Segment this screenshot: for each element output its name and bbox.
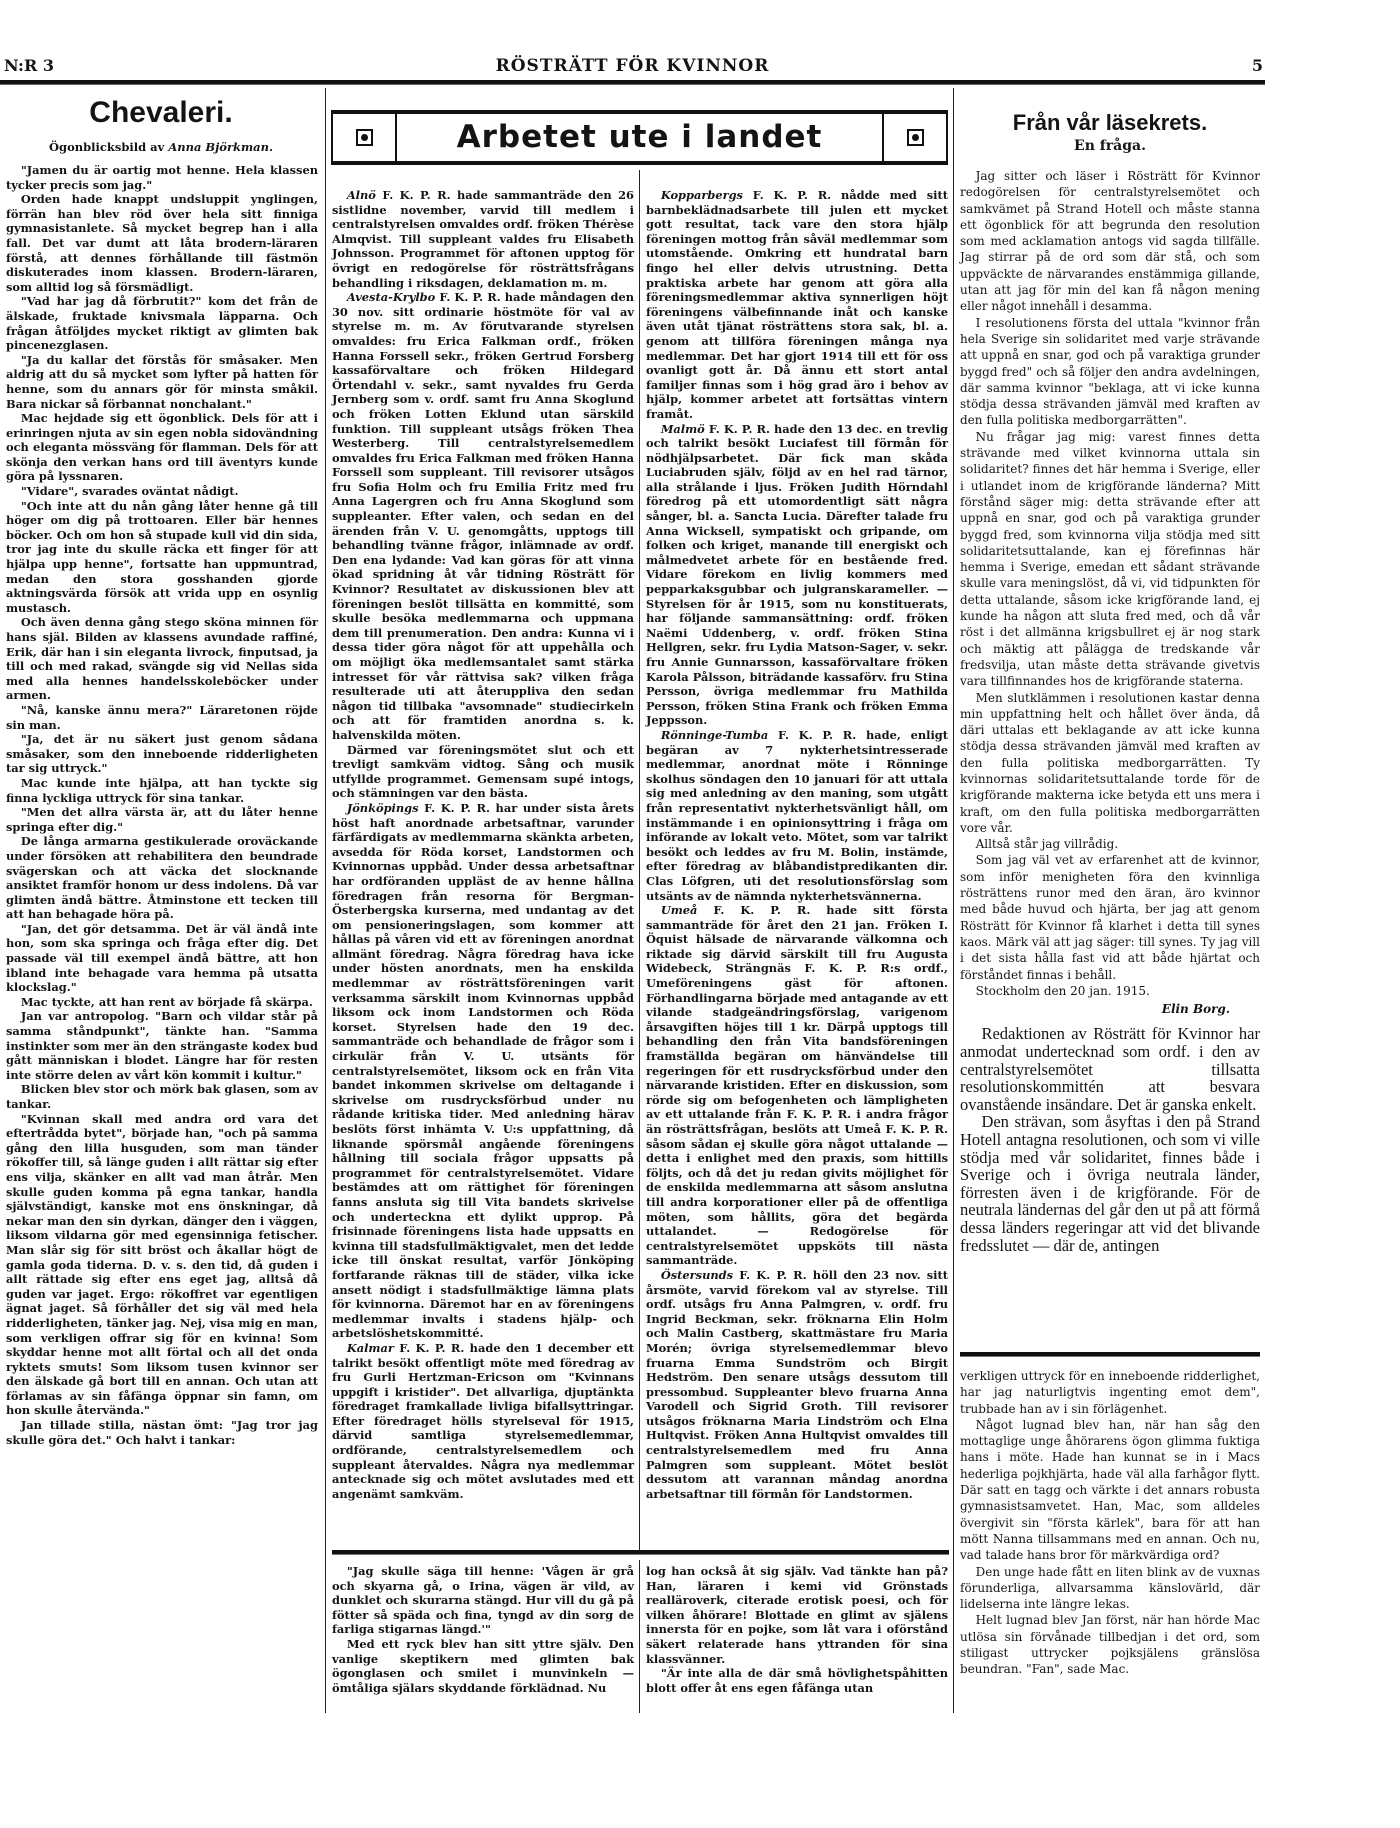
place-name: Rönninge-Tumba [660, 727, 769, 742]
paragraph [960, 1113, 1260, 1254]
page-number: 5 [1251, 56, 1263, 75]
paragraph [6, 805, 318, 834]
paragraph [6, 1082, 318, 1111]
letter-signature: Elin Borg. [1161, 1002, 1230, 1017]
paragraph [6, 615, 318, 703]
byline-prefix: Ögonblicksbild av [49, 140, 165, 154]
paragraph-text: F. K. P. R. hade den 13 dec. en trevlig och talrikt besökt Luciafest till förmån för nödhjälpsarbetet. Där fick man skåda Luciabruden själv, följd av en hel rad tärnor, alla strålande i ljus. Fröken Judith Hörndahl föredrog på ett utomordentligt sätt några sånger, bl. a. Sancta Lucia. Därefter talade fru Anna Wicksell, sympatiskt och gripande, om folken och kriget, manande till energiskt och målmedvetet arbete för en bestående fred. Vidare förekom en livlig kommers med pepparkaksgubbar och julgranskarameller. — Styrelsen för år 1915, som nu konstituerats, har följande sammansättning: ordf. fröken Naëmi Uddenberg, v. ordf. fröken Stina Hellgren, sekr. fru Lydia Matson-Sager, v. sekr. fru Annie Gunnarsson, kassaförvaltare fröken Karola Pålsson, biträdande kassaförv. fru Stina Persson, övriga medlemmar fru Mathilda Persson, fröken Stina Frank och fröken Emma Jeppsson. [646, 421, 948, 728]
paragraph [646, 903, 948, 1268]
paragraph [6, 484, 318, 499]
paragraph [646, 728, 948, 903]
paragraph [960, 690, 1260, 837]
letter-place-date: Stockholm den 20 jan. 1915. [975, 983, 1150, 998]
chevaleri-continuation-3 [960, 1368, 1260, 1678]
banner-ornament-left [333, 114, 397, 161]
place-name: Avesta-Krylbo [346, 290, 436, 305]
paragraph [646, 1666, 948, 1695]
paragraph-text: Och även denna gång stego sköna minnen för hans själ. Bilden av klassens avundade raffiné, Erik, där han i sin eleganta livrock, finputsad, ja till och med rakad, svängde sig vid Nellas sida med alla hennes handelsskoleböcker under armen. [6, 615, 318, 703]
paragraph-text: "Men det allra värsta är, att du låter henne springa efter dig." [6, 805, 318, 834]
paragraph-text: Blicken blev stor och mörk bak glasen, som av tankar. [6, 1082, 318, 1111]
column-divider [639, 1560, 640, 1713]
paragraph-text: verkligen uttryck för en inneboende ridderlighet, har jag naturligtvis ingenting emot dem", trubbade han av i sin förlägenhet. [960, 1369, 1260, 1416]
arbetet-column-left [332, 188, 634, 1501]
byline-author: Anna Björkman. [168, 140, 273, 154]
paragraph-text: F. K. P. R. hade måndagen den 30 nov. sitt ordinarie höstmöte för val av styrelse m. m. Av förutvarande styrelsen omvaldes: fru Erica Falkman ordf., fröken Hanna Forssell sekr., fröken Gertrud Forsberg kassaförvaltare och fröken Hildegard Örtendahl v. sekr., samt nyvaldes fru Gerda Jernberg som v. ordf. samt fru Anna Skoglund och fröken Lotten Eklund utan särskild funktion. Till suppleant utsågs fröken Thea Westerberg. Till centralstyrelsemedlem omvaldes fru Erica Falkman med fröken Hanna Forssell som suppleant. Till revisorer utsågos fru Sofia Holm och fru Emilia Fritz med fru Anna Lagergren och fru Anna Skoglund som suppleanter. Efter valen, och sedan en del ärenden från V. U. genomgåtts, upptogs till behandling tvänne frågor, inlämnade av ordf. Den ena lydande: Vad kan göras för att vinna ökad spridning åt vår tidning Rösträtt för Kvinnor? Resultatet av diskussionen blev att föreningen beslöt tillsätta en kommitté, som skulle besöka medlemmarna och uppmana dem till prenumeration. Den andra: Kunna vi i dessa tider göra något för att uppehålla och om möjligt öka medlemsantalet samt stärka intresset för vår rättvisa sak? vilken fråga resulterade uti att återuppliva den sedan någon tid tillbaka "avsomnade" studiecirkeln och att för framtiden anordna s. k. halvenskilda möten. [332, 290, 634, 742]
paragraph [6, 411, 318, 484]
paragraph [960, 429, 1260, 690]
editorial-reply [960, 1025, 1260, 1254]
paragraph-text: Något lugnad blev han, när han såg den mottaglige unge åhörarens ögon glimma fuktiga hans i möte. Hade han kunnat se in i Macs hederliga pojkhjärta, hade väl alla farhågor flytt. Där satt en tagg och värkte i det annars robusta gymnasistsamvetet. Han, Mac, som alldeles övergivit sin "första kärlek", bara för att han mött Nanna tillsammans med en annan. Och nu, vad talade hans bror för märkvärdiga ord? [960, 1417, 1260, 1563]
section-banner [331, 110, 948, 165]
paragraph [646, 1564, 948, 1666]
paragraph [960, 315, 1260, 429]
letter-body [960, 168, 1260, 983]
paragraph-text: "Ja, det är nu säkert just genom sådana småsaker, som den inneboende ridderligheten tar sig uttryck." [6, 732, 318, 776]
paragraph-text: Nu frågar jag mig: varest finnes detta strävande med vilket kvinnorna uttala sin solidaritet? finnes det här hemma i Sverige, eller i utlandet inom de krigförande länderna? Mitt förstånd säger mig: detta strävande efter att uppnå en snar, god och på varaktiga grunder byggd fred, som kvinnorna vilja stödja med sitt solidaritetsuttalande, kan ej förefinnas här hemma i Sverige, emedan ett sådant strävande skulle vara meningslöst, då vi, vid tidpunkten för detta uttalande, såsom icke krigförande land, ej kunde ha någon att sluta fred med, och då vår röst i det allmänna krigsbullret ej är nog stark och mäktig att pålägga de tredskande vår fredsvilja, utan måste detta strävande givetvis vara tillfinnandes hos de krigförande staterna. [960, 429, 1260, 689]
ornament-icon [356, 129, 373, 146]
paragraph-text: Jan var antropolog. "Barn och vildar står på samma ståndpunkt", tänkte han. "Samma instinkter som mer än den strängaste kodex bud gått människan i blodet. Längre har för resten inte större delen av vårt kön kommit i kultur." [6, 1009, 318, 1082]
paragraph-text: log han också åt sig själv. Vad tänkte han på? Han, läraren i kemi vid Grönstads realläroverk, citerade erotisk poesi, och för vilken åhörare! Blottade en glimt av själens innersta för en pojke, som låt vara i oförstånd säkert relaterade hans yttranden för sina klassvänner. [646, 1564, 948, 1666]
paragraph-text: F. K. P. R. hade, enligt begäran av 7 nykterhetsintresserade medlemmar, anordnat möte i Rönninge skolhus söndagen den 10 januari för att uttala sig med anledning av den maning, som utgått från representativt nykterhetsvänligt håll, om instämmande i en opinionsyttring i fråga om införande av lokalt veto. Mötet, som var talrikt besökt och leddes av fru M. Bolin, instämde, efter föredrag av blåbandistpredikanten dir. Clas Löfgren, uti det resolutionsförslag som utsänts av de nämnda nykterhetsvännerna. [646, 727, 948, 903]
paragraph-text: "Jag skulle säga till henne: 'Vågen är grå och skyarna gå, o Irina, vägen är vild, av dunklet och skurarna stängd. Hur vill du gå på fötter så späda och fina, tyngd av din sorg de farliga stigarnas längd.'" [332, 1564, 634, 1637]
paragraph [960, 1368, 1260, 1417]
paragraph-text: Men slutklämmen i resolutionen kastar denna min uppfattning helt och hållet över ända, då däri uttalas ett beklagande av att icke kunna stödja dessa strävanden jämväl med kraften av den fulla politiska medborgarrätten. Ty kvinnornas solidaritetsuttalande torde för de krigförande makterna icke betyda ett uns mera i kraft, om den fulla politiska medborgarrätten vore vår. [960, 690, 1260, 835]
paragraph-text: Mac hejdade sig ett ögonblick. Dels för att i erinringen njuta av sin egen nobla sidovändning och eleganta mössväng för flamman. Dels för att skönja den verkan hans ord till äventyrs kunde göra på lyssnaren. [6, 411, 318, 484]
column-divider [639, 170, 640, 1550]
place-name: Östersunds [660, 1267, 734, 1282]
paragraph-text: Orden hade knappt undsluppit ynglingen, förrän han blev röd över hela sitt finniga gymnasistanlete. Så mycket begrep han i alla fall. Det var dumt att låta brodern-läraren förstå, att dennes förhållande till fästmön diskuterades inom klassen. Brodern-läraren, som alltid log så försmädligt. [6, 192, 318, 294]
paragraph [960, 1612, 1260, 1677]
paragraph [332, 290, 634, 742]
paragraph-text: F. K. P. R. har under sista årets höst haft anordnade arbetsaftnar, varunder färfärdigats av medlemmarna skänkta arbeten, avsedda för Röda korset, Landstormen och Kvinnornas uppbåd. Under dessa arbetsaftnar har ordföranden uppläst de av henne hållna föredragen från resorna för Bergman-Österbergska kurserna, med undantag av det om pensioneringslagen, som kommer att hållas på våren vid ett av föreningen anordnat allmänt föredrag. Några föredrag hava icke under hösten anordnats, men ha enskilda medlemmar av rösträttsföreningen varit verksamma särskilt inom Kvinnornas uppbåd liksom ock inom Landstormen och Röda korset. Styrelsen hade den 19 dec. sammanträde och behandlade de frågor som i cirkulär från V. U. utsänts för centralstyrelsemötet, liksom ock en från Vita bandet inkommen skrivelse om deltagande i skrivelse om rusdrycksförbud under nu rådande kritiska tider. Med anledning härav beslöts först inhämta V. U:s uppfattning, då liknande spörsmål angående föreningens hållning till sociala frågor uppsatts på programmet för centralstyrelsemötet. Vidare bestämdes att om rättighet för föreningen fanns ansluta sig till Vita bandets skrivelse och underteckna ett dylikt upprop. På frisinnade föreningens lista hade uppsatts en kvinna till stadsfullmäktigvalet, men det ledde icke till önskat resultat, varför Jönköping fortfarande räknas till de städer, vilka icke ansett nödigt i stadsfullmäktige lämna plats för kvinnorna. Däremot har en av föreningens medlemmar invalts i stadens hjälp- och arbetslöshetskommitté. [332, 800, 634, 1341]
paragraph-text: Med ett ryck blev han sitt yttre själv. Den vanlige skeptikern med glimten bak ögonglasen och smilet i munvinkeln — ömtåliga själars skyddande förklädnad. Nu [332, 1636, 634, 1695]
paragraph [6, 1112, 318, 1418]
paragraph-text: Därmed var föreningsmötet slut och ett trevligt samkväm vidtog. Sång och musik utfyllde programmet. Gemensam supé intogs, och stämningen var den bästa. [332, 742, 634, 801]
paragraph-text: "Kvinnan skall med andra ord vara det eftertrådda bytet", började han, "och på samma gång den lilla husguden, som man tänder rökoffer till, så länge guden i allt rättar sig efter ens vilja, skänker en allt vad man åtrår. Men skulle guden komma på egna tankar, handla självständigt, kanske mot ens önskningar, då nekar man den sin dyrkan, dänger den i väggen, liksom vildarna gör med egensinniga fetischer. Man slår sig för sitt bröst och åkallar högt de gamla goda tiderna. D. v. s. den tid, då guden i allt rättade sig efter ens eget jag, alltså då guden var jaget. Ergo: rökoffret var egentligen ägnat jaget. Så förhåller det sig väl med hela ridderligheten, tänker jag. Nej, visa mig en man, som verkligen offrar sig för en kvinna! Som skyddar henne mot allt förtal och all det onda ryktets smuts! Som liksom tusen kvinnor ser den älskade gå bort till en annan. Och utan att förlamas av sin fåfänga öppnar sin famn, om hon skulle återvända." [6, 1111, 318, 1418]
place-name: Jönköpings [346, 800, 419, 815]
paragraph-text: "Jamen du är oartig mot henne. Hela klassen tycker precis som jag." [6, 163, 318, 192]
paragraph-text: F. K. P. R. hade sitt första sammanträde för året den 21 jan. Fröken I. Öquist hälsade de närvarande välkomna och riktade sig därvid särskilt till fru Augusta Widebeck, Strängnäs F. K. P. R:s ordf., Umeföreningens gäst för aftonen. Förhandlingarna började med antagande av ett vilande stadgeändringsförslag, varigenom årsavgiften höjes till 1 kr. Därpå upptogs till behandling den från Vita bandsföreningen framställda begäran om hänvändelse till regeringen för ett rusdrycksförbud under den närvarande kristiden. Efter en diskussion, som rörde sig om befogenheten och lämpligheten av ett uttalande från F. K. P. R. i andra frågor än rösträttsfrågan, beslöts att Umeå F. K. P. R. såsom sådan ej skulle göra något uttalande — detta i enlighet med den praxis, som hittills följts, och då det ju redan givits möjlighet för de enskilda medlemmarna att såsom anslutna till andra korporationer eller på de offentliga möten, som hållits, göra det begärda uttalandet. — Redogörelse för centralstyrelsemötet uppsköts till nästa sammanträde. [646, 903, 948, 1268]
section-title-lasekrets: Från vår läsekrets. [1012, 110, 1208, 135]
paragraph-text: "Jan, det gör detsamma. Det är väl ändå inte hon, som ska springa och fråga efter dig. Det passade väl till exempel ändå bättre, att hon ibland inte behagade vara hemma på utsatta klockslag." [6, 921, 318, 995]
article-title-chevaleri: Chevaleri. [89, 96, 233, 129]
paragraph-text: "Och inte att du nån gång låter henne gå till höger om dig på trottoaren. Eller bär hennes böcker. Och om hon så stupade kull vid din sida, tror jag inte du skulle räcka ett finger för att hjälpa upp henne", fortsatte han uppmuntrad, medan den stora gosshanden gjorde aktningsvärda försök att vrida upp en osynlig mustasch. [6, 498, 318, 615]
paragraph [332, 1564, 634, 1637]
section-title-arbetet: Arbetet ute i landet [456, 119, 823, 155]
paragraph [6, 294, 318, 352]
paragraph [6, 353, 318, 411]
paragraph [960, 1025, 1260, 1113]
paragraph-text: "Nå, kanske ännu mera?" Läraretonen röjde sin man. [6, 702, 318, 732]
chevaleri-continuation-1 [332, 1564, 634, 1695]
column-divider [953, 88, 954, 1713]
paragraph-text: F. K. P. R. höll den 23 nov. sitt årsmöte, varvid förekom val av styrelse. Till ordf. utsågs fru Anna Palmgren, v. ordf. fru Ingrid Beckman, sekr. fröknarna Elin Holm och Malin Castberg, skattmästare fru Maria Morén; övriga styrelsemedlemmar blevo fruarna Emma Sundström och Birgit Hedström. Den senare utsågs dessutom till pressombud. Suppleanter blevo fruarna Anna Varodell och Sigrid Groth. Till revisorer utsågos fröknarna Maria Lindström och Elna Hultqvist. Fröken Anna Hultqvist omvaldes till centralstyrelsemedlem med fru Anna Palmgren som suppleant. Mötet beslöt dessutom att varannan måndag anordna arbetsaftnar till förmån för Landstormen. [646, 1267, 948, 1501]
paragraph [646, 188, 948, 422]
place-name: Kopparbergs [660, 188, 743, 202]
section-rule [960, 1352, 1260, 1357]
paragraph [332, 188, 634, 290]
paragraph [6, 834, 318, 922]
article-byline [0, 140, 322, 154]
paragraph-text: F. K. P. R. nådde med sitt barnbeklädnadsarbete till julen ett mycket gott resultat, tack vare den stora hjälp föreningen mottog från såväl medlemmar som utomstående. Omkring ett hundratal barn fingo hel eller delvis utrustning. Detta praktiska arbete har genom att göra alla föreningsmedlemmar aktiva synnerligen höjt föreningens välbefinnande inåt och kanske även utåt tjänat rösträttens stora sak, bl. a. genom att tillföra föreningen många nya medlemmar. Det har gjort 1914 till ett för oss ovanligt gott år. Då ännu ett stort antal familjer finnas som i hög grad äro i behov av hjälp, kommer arbetet att fortsättas vintern framåt. [646, 188, 948, 421]
paragraph [332, 801, 634, 1341]
paragraph [6, 192, 318, 294]
paragraph-text: Redaktionen av Rösträtt för Kvinnor har anmodat undertecknad som ordf. i den av centralstyrelsemötet tillsatta resolutionskommittén att besvara ovanstående insändare. Det är ganska enkelt. [960, 1024, 1260, 1114]
paragraph [646, 1268, 948, 1502]
newspaper-title: RÖSTRÄTT FÖR KVINNOR [495, 56, 770, 76]
paragraph-text: Mac kunde inte hjälpa, att han tyckte sig finna lyckliga uttryck för sina tankar. [6, 775, 318, 805]
paragraph-text: De långa armarna gestikulerade oroväckande under försöken att rehabilitera den beundrade svägerskan och att väcka det slocknande ansiktet framför honom ur dess indolens. Då var glimten ändå bättre. Åtminstone ett tecken till att han behagade höra på. [6, 834, 318, 922]
paragraph-text: I resolutionens första del uttala "kvinnor från hela Sverige sin solidaritet med varje strävande att uppnå en snar, god och på varaktiga grunder byggd fred" och så följer den andra avdelningen, där samma kvinnor "beklaga, att vi icke kunna stödja dessa strävanden jämväl med kraften av den fulla politiska medborgarrätten". [960, 315, 1260, 428]
masthead-rule [0, 80, 1265, 85]
paragraph-text: F. K. P. R. hade den 1 december ett talrikt besökt offentligt möte med föredrag av fru Gurli Hertzman-Ericson om "Kvinnans uppgift i kristider". Det allvarliga, djuptänkta föredraget framkallade livliga bifallsyttringar. Efter föredraget hölls styrelseval för 1915, därvid samtliga styrelsemedlemmar, ordförande, centralstyrelsemedlem och suppleant återvaldes. Några nya medlemmar antecknade sig och mötet avslutades med ett angenämt samkväm. [332, 1340, 634, 1501]
paragraph [6, 995, 318, 1010]
arbetet-column-right [646, 188, 948, 1501]
paragraph [960, 836, 1260, 852]
paragraph-text: "Ja du kallar det förstås för småsaker. Men aldrig att du så mycket som lyfter på hatten för henne, som du annars gör för minsta småkil. Bara nickar så förbannat nonchalant." [6, 352, 318, 411]
paragraph [332, 743, 634, 801]
paragraph-text: "Vad har jag då förbrutit?" kom det från de älskade, fruktade knivsmala läpparna. Och frågan åtföljdes mycket riktigt av glimten bak pincenezglasen. [6, 294, 318, 353]
letter-title: En fråga. [1074, 138, 1146, 154]
place-name: Malmö [660, 421, 705, 436]
paragraph [960, 1417, 1260, 1564]
paragraph [6, 1009, 318, 1082]
paragraph [6, 703, 318, 732]
paragraph-text: Alltså står jag villrådig. [975, 837, 1119, 852]
section-rule [332, 1550, 949, 1555]
banner-ornament-right [882, 114, 946, 161]
place-name: Umeå [660, 903, 698, 918]
paragraph-text: "Är inte alla de där små hövlighetspåhitten blott offer åt ens egen fåfänga utan [646, 1666, 948, 1695]
paragraph [960, 1564, 1260, 1613]
masthead [0, 56, 1265, 78]
paragraph [6, 499, 318, 616]
paragraph [6, 163, 318, 192]
place-name: Kalmar [346, 1340, 394, 1355]
paragraph-text: Mac tyckte, att han rent av började få skärpa. [20, 994, 313, 1009]
paragraph [646, 422, 948, 728]
paragraph [960, 168, 1260, 315]
paragraph-text: F. K. P. R. hade sammanträde den 26 sistlidne november, varvid till medlem i centralstyrelsen omvaldes ordf. fröken Thérèse Almqvist. Till suppleant valdes fru Elisabeth Johnsson. Programmet för aftonen upptog för övrigt en redogörelse för rösträttsfrågans behandling i riksdagen, deklamation m. m. [332, 188, 634, 290]
letter-column [960, 168, 1260, 1254]
place-name: Alnö [346, 188, 376, 202]
chevaleri-continuation-2 [646, 1564, 948, 1695]
paragraph-text: Den unge hade fått en liten blink av de vuxnas förunderliga, allvarsamma känslovärld, där lidelserna inte längre lekas. [960, 1564, 1260, 1612]
ornament-icon [907, 129, 924, 146]
column-divider [325, 88, 326, 1713]
paragraph [6, 776, 318, 805]
issue-number: N:R 3 [4, 56, 54, 75]
paragraph [332, 1637, 634, 1695]
paragraph [332, 1341, 634, 1502]
paragraph [6, 922, 318, 995]
paragraph-text: Som jag väl vet av erfarenhet att de kvinnor, som inför menigheten föra den kvinnliga rösträttens runor med den äran, äro kvinnor med både huvud och hjärta, ber jag att genom Rösträtt för Kvinnor få klarhet i detta till synes kaos. Märk väl att jag säger: till synes. Ty jag vill i det sista hålla fast vid att både hjärtat och förståndet finnas i behåll. [960, 853, 1260, 982]
paragraph [6, 732, 318, 776]
paragraph [6, 1418, 318, 1447]
paragraph-text: Den strävan, som åsyftas i den på Strand Hotell antagna resolutionen, och som vi ville stödja med vår solidaritet, finnes både i Sverige och i övriga neutrala länder, förresten även i de krigförande. För de neutrala ländernas del går den ut på att förmå dessa länders regeringar att vid det blivande fredsslutet — där de, antingen [960, 1112, 1260, 1255]
paragraph-text: Jag sitter och läser i Rösträtt för Kvinnor redogörelsen för centralstyrelsemötet och samkvämet på Strand Hotell och måste stanna ett ögonblick för att begrunda den resolution som med acklamation antogs vid sagda tillfälle. Jag stirrar på de ord som där stå, och som uppväckte de närvarandes enstämmiga gillande, utan att jag för min del kan få någon mening eller något innehåll i desamma. [960, 169, 1260, 314]
paragraph-text: "Vidare", svarades oväntat nådigt. [20, 484, 239, 499]
paragraph [960, 852, 1260, 982]
paragraph-text: Helt lugnad blev Jan först, när han hörde Mac utlösa sin förvånade tillbedjan i det ord, som stiligast uttrycker pojksjälens gränslösa beundran. "Fan", sade Mac. [960, 1613, 1260, 1677]
paragraph-text: Jan tillade stilla, nästan ömt: "Jag tror jag skulle göra det." Och halvt i tankar: [6, 1418, 318, 1447]
chevaleri-column [6, 163, 318, 1447]
